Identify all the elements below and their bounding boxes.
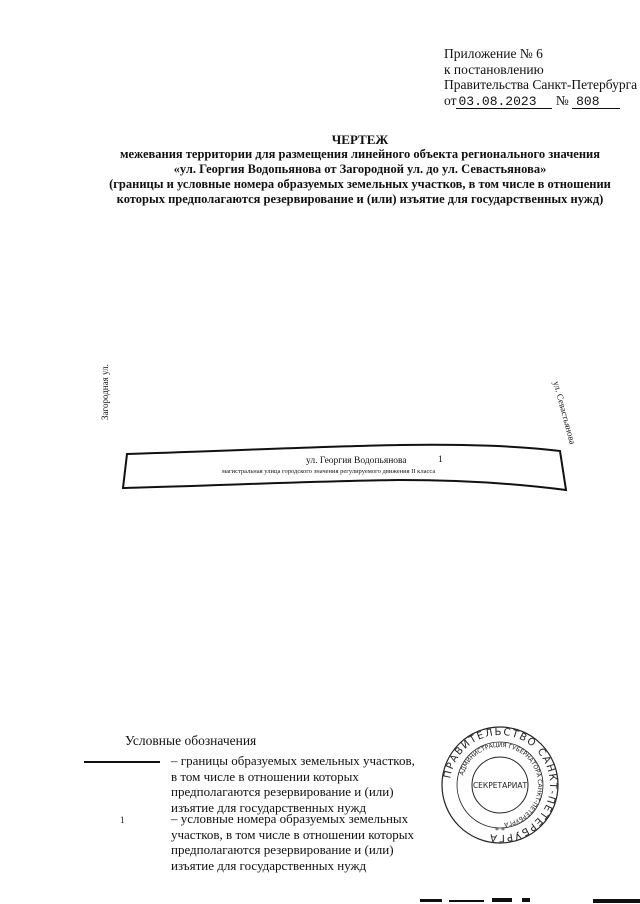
number-prefix: № — [555, 92, 569, 108]
scan-mark — [449, 900, 484, 902]
parcel-number: 1 — [438, 455, 443, 465]
stamp-outer-text: ПРАВИТЕЛЬСТВО САНКТ-ПЕТЕРБУРГА — [442, 726, 559, 844]
official-stamp — [440, 725, 560, 845]
right-street-label: ул. Севастьянова — [551, 380, 578, 446]
stamp-center-text: СЕКРЕТАРИАТ — [472, 781, 528, 790]
legend-text-line: в том числе в отношении которых — [171, 768, 359, 784]
stamp-inner-text: АДМИНИСТРАЦИЯ ГУБЕРНАТОРА САНКТ-ПЕТЕРБУРГА — [458, 741, 544, 828]
legend-text-line: участков, в том числе в отношении которых — [171, 826, 414, 842]
scan-mark — [420, 899, 442, 902]
legend-text-line: изъятие для государственных нужд — [171, 857, 367, 873]
boundary-line-symbol — [84, 761, 160, 763]
legend-text-line: предполагаются резервирование и (или) — [171, 784, 394, 799]
legend-item-boundaries — [171, 753, 415, 815]
document-number: 808 — [572, 95, 620, 109]
scan-mark — [522, 898, 530, 902]
scan-mark — [593, 899, 640, 903]
legend-item-parcel-numbers — [171, 811, 414, 873]
legend-text-line: – границы образуемых земельных участков, — [171, 753, 415, 768]
legend-text-line: – условные номера образуемых земельных — [171, 811, 409, 826]
parcel-number-symbol: 1 — [120, 815, 125, 825]
title-heading: ЧЕРТЕЖ — [331, 132, 389, 147]
road-description: магистральная улица городского значения регулируемого движения II класса — [222, 468, 436, 475]
title-line-1: межевания территории для размещения линейного объекта регионального значения — [119, 147, 601, 161]
left-street-label: Загородная ул. — [100, 364, 110, 420]
title-line-2: «ул. Георгия Водопьянова от Загородной ул. до ул. Севастьянова» — [173, 162, 547, 176]
legend-title: Условные обозначения — [125, 733, 257, 748]
title-line-4: которых предполагаются резервирование и (или) изъятие для государственных нужд) — [116, 192, 604, 206]
appendix-line-3: Правительства Санкт-Петербурга — [444, 77, 638, 92]
title-line-3: (границы и условные номера образуемых земельных участков, в том числе в отношении — [109, 177, 611, 191]
legend-text-line: предполагаются резервирование и (или) — [171, 842, 394, 857]
date-prefix: от — [444, 92, 457, 108]
road-name-label: ул. Георгия Водопьянова — [306, 456, 407, 466]
appendix-line-2: к постановлению — [444, 61, 544, 77]
legend-text-line: изъятие для государственных нужд — [171, 799, 367, 815]
stamp-star-icon: * * — [495, 826, 505, 835]
scan-mark — [492, 898, 512, 902]
document-date: 03.08.2023 — [456, 95, 552, 109]
appendix-line-1: Приложение № 6 — [444, 46, 543, 61]
